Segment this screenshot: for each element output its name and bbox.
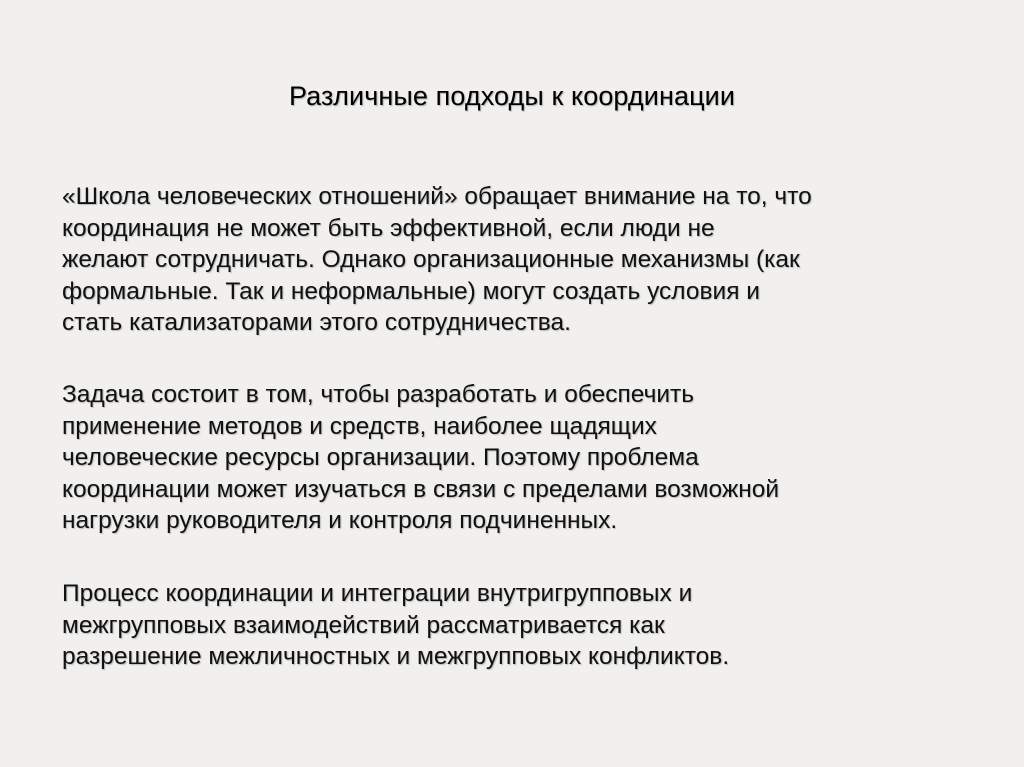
- paragraph-line: координации может изучаться в связи с пределами возможной: [62, 475, 780, 503]
- paragraph-line: человеческие ресурсы организации. Поэтому проблема: [62, 444, 699, 471]
- paragraph-line: межгрупповых взаимодействий рассматривается как: [62, 611, 665, 639]
- paragraph-line: формальные. Так и неформальные) могут создать условия и: [62, 277, 760, 305]
- paragraph-line: координация не может быть эффективной, если люди не: [62, 214, 715, 242]
- paragraph-human-relations: [62, 181, 1009, 339]
- paragraph-process: [62, 578, 1009, 673]
- paragraph-line: Процесс координации и интеграции внутригрупповых и: [62, 580, 693, 607]
- paragraph-line: разрешение межличностных и межгрупповых конфликтов.: [62, 643, 730, 670]
- slide-title: Различные подходы к координации: [288, 81, 736, 111]
- paragraph-task: [62, 379, 1009, 537]
- paragraph-line: применение методов и средств, наиболее щадящих: [62, 412, 657, 440]
- paragraph-line: Задача состоит в том, чтобы разработать и обеспечить: [62, 381, 694, 408]
- paragraph-line: желают сотрудничать. Однако организационные механизмы (как: [62, 246, 800, 273]
- paragraph-line: стать катализаторами этого сотрудничества.: [62, 309, 571, 336]
- paragraph-line: «Школа человеческих отношений» обращает внимание на то, что: [62, 183, 812, 210]
- paragraph-line: нагрузки руководителя и контроля подчиненных.: [62, 507, 618, 534]
